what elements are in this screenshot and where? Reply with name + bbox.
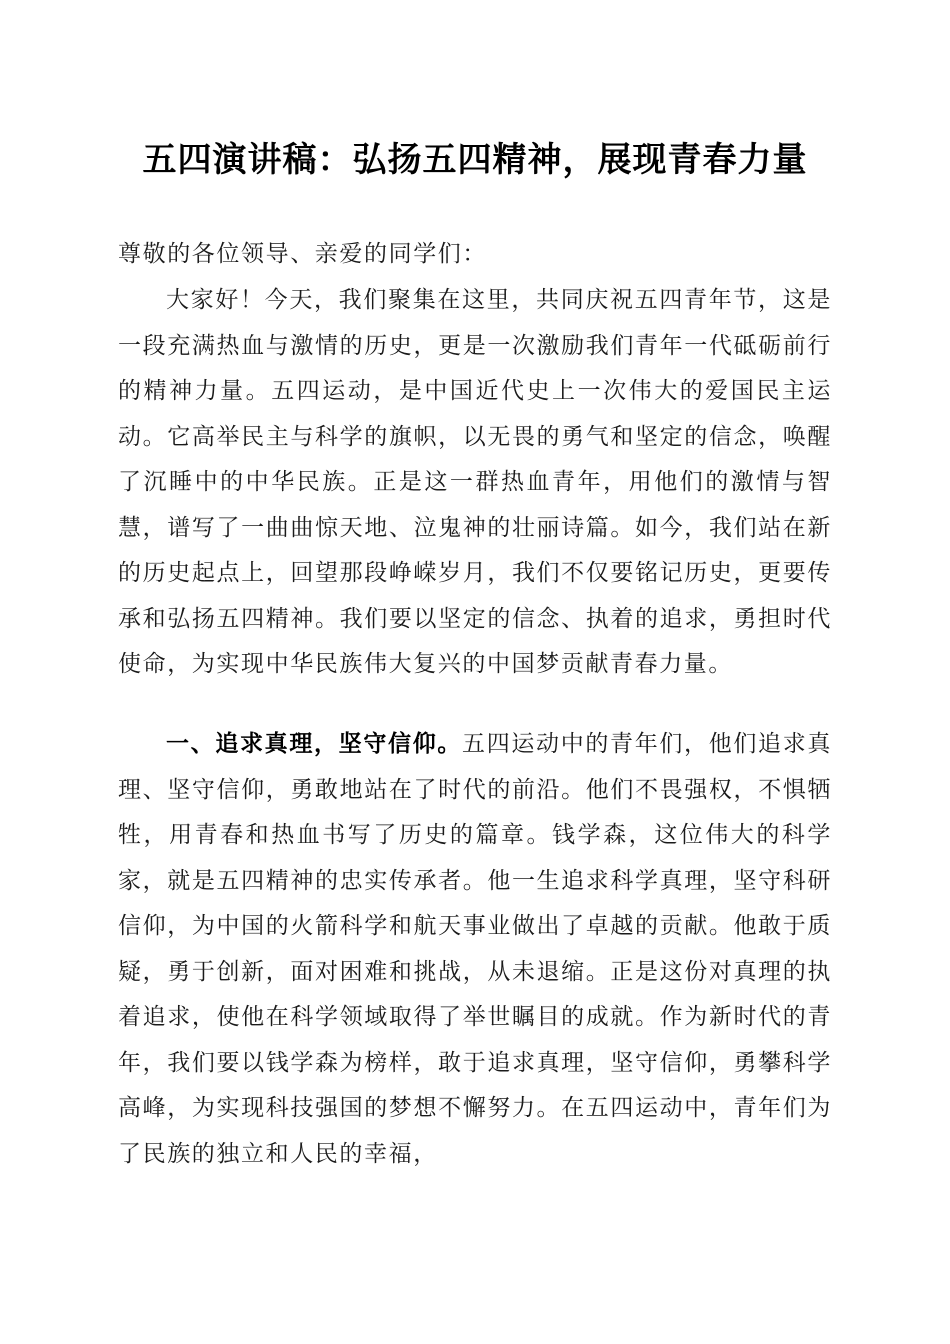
paragraph-section-1 <box>118 722 832 1177</box>
salutation: 尊敬的各位领导、亲爱的同学们： <box>118 241 487 267</box>
paragraph-intro: 大家好！今天，我们聚集在这里，共同庆祝五四青年节，这是一段充满热血与激情的历史，更是一次激励我们青年一代砥砺前行的精神力量。五四运动，是中国近代史上一次伟大的爱国民主运动。它高举民主与科学的旗帜，以无畏的勇气和坚定的信念，唤醒了沉睡中的中华民族。正是这一群热血青年，用他们的激情与智慧，谱写了一曲曲惊天地、泣鬼神的壮丽诗篇。如今，我们站在新的历史起点上，回望那段峥嵘岁月，我们不仅要铭记历史，更要传承和弘扬五四精神。我们要以坚定的信念、执着的追求，勇担时代使命，为实现中华民族伟大复兴的中国梦贡献青春力量。 <box>118 287 832 677</box>
section-1-text: 五四运动中的青年们，他们追求真理、坚守信仰，勇敢地站在了时代的前沿。他们不畏强权，不惧牺牲，用青春和热血书写了历史的篇章。钱学森，这位伟大的科学家，就是五四精神的忠实传承者。他一生追求科学真理，坚守科研信仰，为中国的火箭科学和航天事业做出了卓越的贡献。他敢于质疑，勇于创新，面对困难和挑战，从未退缩。正是这份对真理的执着追求，使他在科学领域取得了举世瞩目的成就。作为新时代的青年，我们要以钱学森为榜样，敢于追求真理，坚守信仰，勇攀科学高峰，为实现科技强国的梦想不懈努力。在五四运动中，青年们为了民族的独立和人民的幸福， <box>118 731 832 1167</box>
section-1-heading: 一、追求真理，坚守信仰。 <box>166 731 463 757</box>
document-title: 五四演讲稿：弘扬五四精神，展现青春力量 <box>142 140 808 180</box>
